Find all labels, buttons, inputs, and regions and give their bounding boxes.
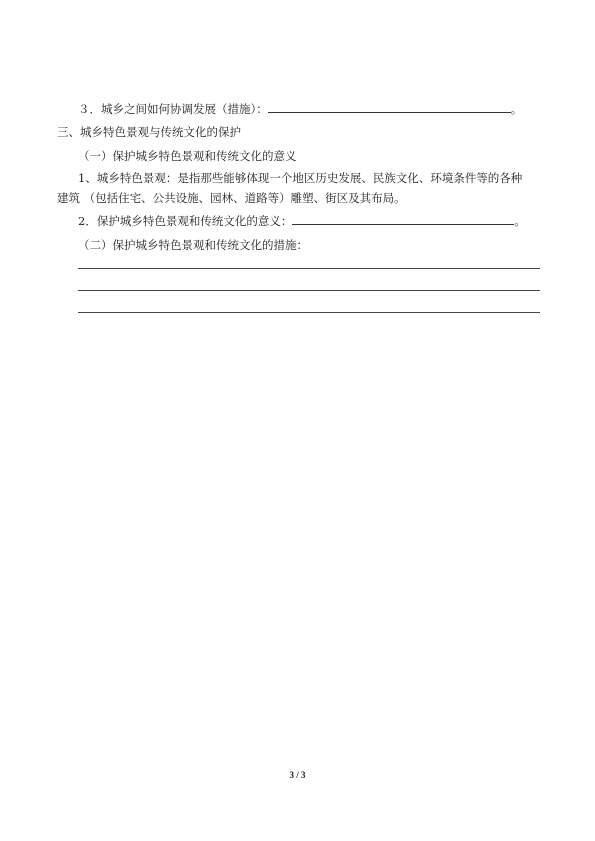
answer-line[interactable] — [78, 290, 540, 291]
subsection-2-heading: （二）保护城乡特色景观和传统文化的措施： — [78, 238, 308, 252]
item-2 — [78, 213, 526, 228]
section-3-heading: 三、城乡特色景观与传统文化的保护 — [57, 125, 241, 139]
answer-line[interactable] — [78, 312, 540, 313]
item-1-line-1: 1、城乡特色景观：是指那些能够体现一个地区历史发展、民族文化、环境条件等的各种 — [78, 171, 523, 185]
page-number: 3 / 3 — [289, 770, 306, 780]
answer-blank[interactable] — [268, 101, 511, 113]
answer-line[interactable] — [78, 268, 540, 269]
question-3 — [78, 101, 522, 116]
question-3-end: 。 — [510, 102, 523, 116]
item-2-text: 2．保护城乡特色景观和传统文化的意义： — [78, 214, 293, 228]
item-2-end: 。 — [514, 214, 526, 228]
subsection-1-heading: （一）保护城乡特色景观和传统文化的意义 — [78, 149, 297, 163]
item-1-line-2: 建筑 （包括住宅、公共设施、园林、道路等）雕塑、街区及其布局。 — [57, 191, 406, 205]
answer-blank[interactable] — [292, 213, 514, 225]
question-3-text: ３．城乡之间如何协调发展（措施）： — [78, 102, 268, 116]
